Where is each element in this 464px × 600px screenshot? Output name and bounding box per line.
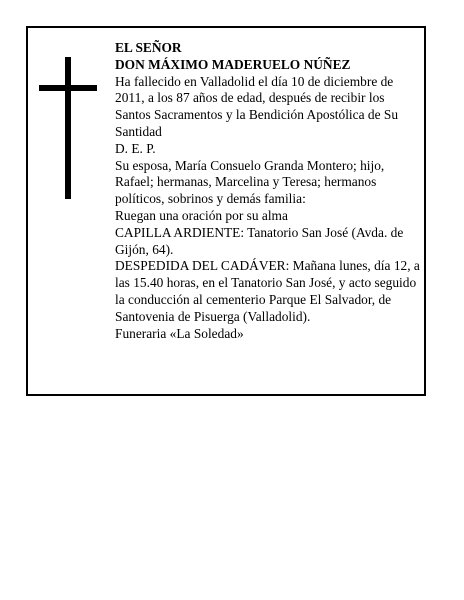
obituary-funeral-home: Funeraria «La Soledad» — [115, 325, 244, 341]
obituary-death-announcement: Ha fallecido en Valladolid el día 10 de diciembre de 2011, a los 87 años de edad, después de recibir los Santos Sacramentos y la Bendición Apostólica de Su Santidad — [115, 73, 399, 139]
cross-horizontal-bar — [39, 85, 97, 91]
cross-icon — [39, 57, 97, 199]
obituary-funeral-chapel: CAPILLA ARDIENTE: Tanatorio San José (Avda. de Gijón, 64). — [115, 224, 404, 257]
obituary-heading-title: EL SEÑOR — [115, 40, 182, 55]
obituary-family: Su esposa, María Consuelo Granda Montero; hijo, Rafael; hermanas, Marcelina y Teresa; hermanos políticos, sobrinos y demás familia: — [115, 157, 385, 207]
obituary-farewell-details: DESPEDIDA DEL CADÁVER: Mañana lunes, día 12, a las 15.40 horas, en el Tanatorio San José, y acto seguido la conducción al cementerio Parque El Salvador, de Santovenia de Pisuerga (Valladolid). — [115, 258, 420, 324]
cross-vertical-bar — [65, 57, 71, 199]
obituary-prayer-request: Ruegan una oración por su alma — [115, 207, 288, 223]
obituary-rip: D. E. P. — [115, 140, 156, 156]
obituary-notice-frame — [26, 26, 426, 396]
obituary-text — [115, 40, 421, 342]
obituary-deceased-name: DON MÁXIMO MADERUELO NÚÑEZ — [115, 56, 351, 72]
